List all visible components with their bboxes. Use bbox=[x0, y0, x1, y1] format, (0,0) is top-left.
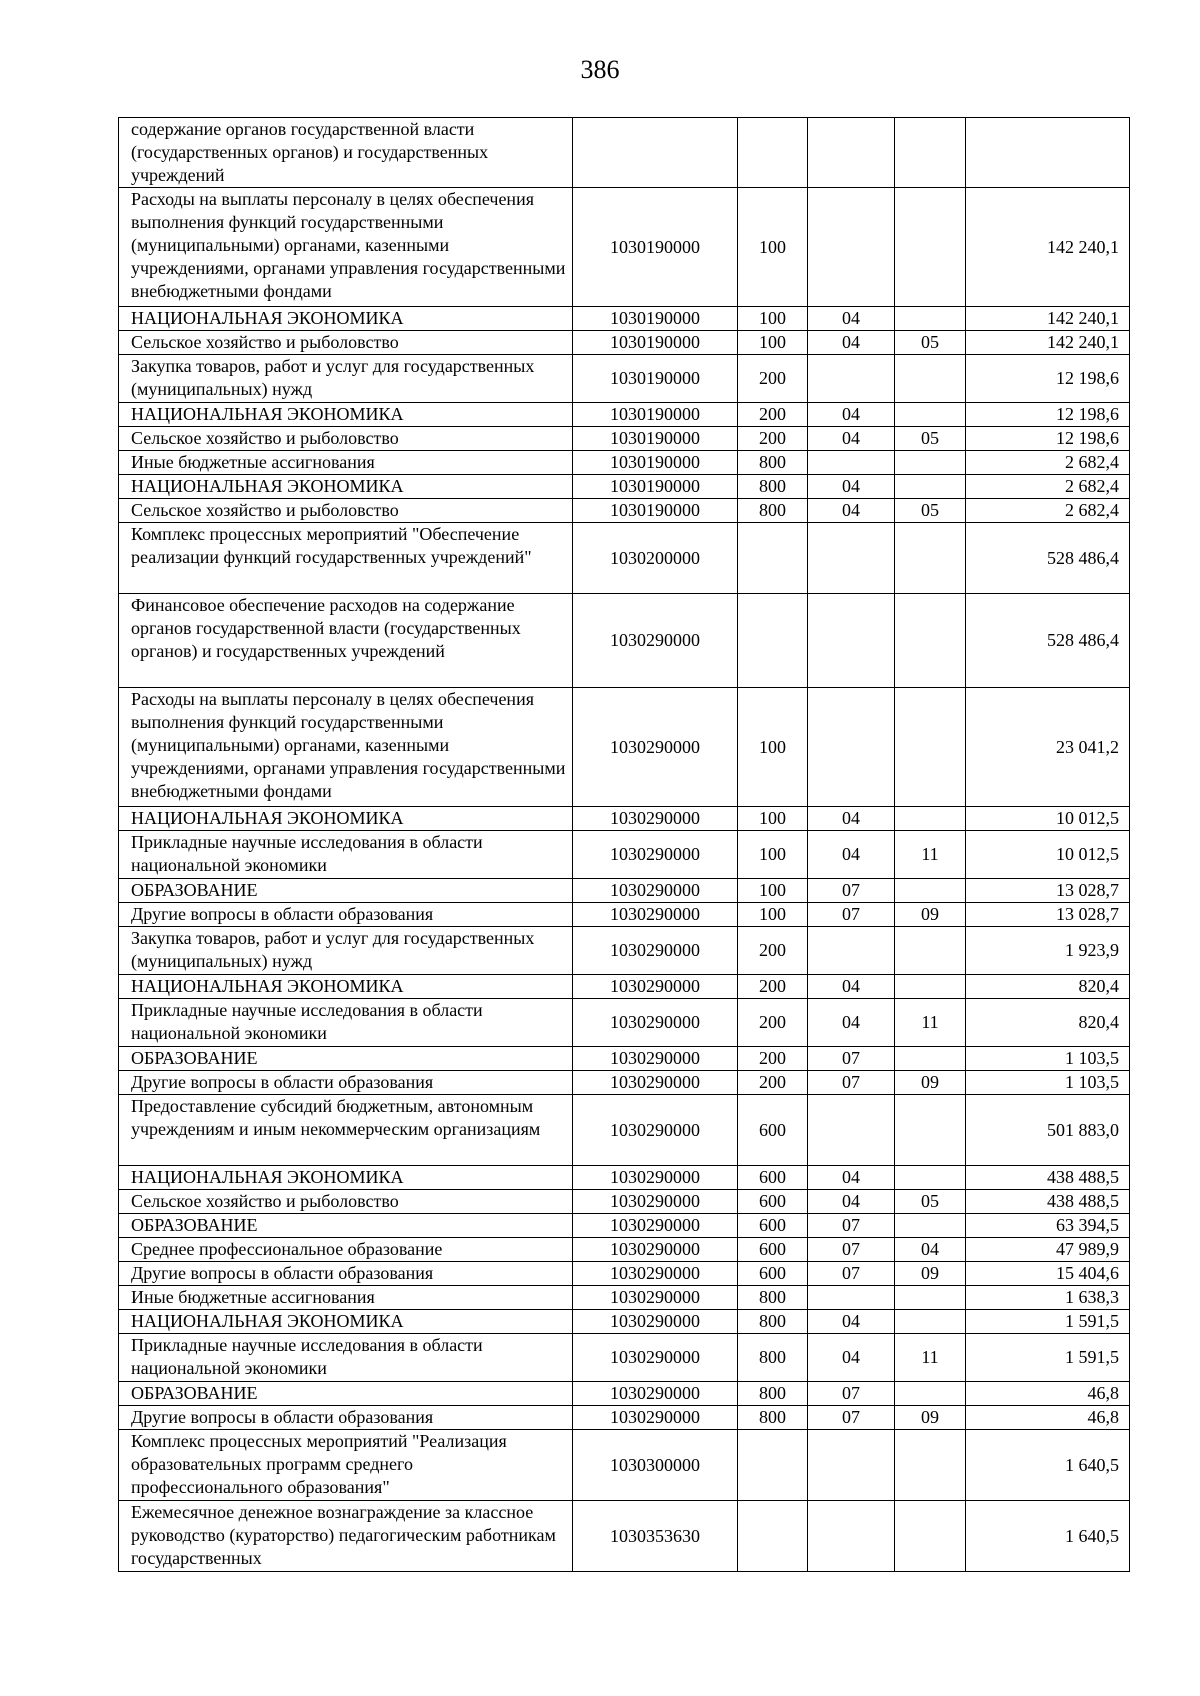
row-expense-type-cell: 200 bbox=[738, 1071, 808, 1095]
row-name-cell: НАЦИОНАЛЬНАЯ ЭКОНОМИКА bbox=[119, 1310, 573, 1334]
row-section-cell: 04 bbox=[808, 831, 895, 879]
row-subsection-cell bbox=[895, 1501, 966, 1572]
row-name-cell: Прикладные научные исследования в области национальной экономики bbox=[119, 999, 573, 1047]
row-expense-type-cell: 600 bbox=[738, 1095, 808, 1166]
table-row bbox=[119, 1262, 1130, 1286]
row-amount-cell: 1 640,5 bbox=[966, 1501, 1130, 1572]
row-expense-type-cell: 100 bbox=[738, 903, 808, 927]
row-amount-cell: 10 012,5 bbox=[966, 831, 1130, 879]
row-section-cell: 04 bbox=[808, 1190, 895, 1214]
row-section-cell bbox=[808, 927, 895, 975]
row-expense-type-cell: 100 bbox=[738, 879, 808, 903]
row-amount-cell: 2 682,4 bbox=[966, 499, 1130, 523]
row-code-cell: 1030290000 bbox=[573, 1286, 738, 1310]
row-name-cell: Среднее профессиональное образование bbox=[119, 1238, 573, 1262]
row-name-cell: Комплекс процессных мероприятий "Обеспечение реализации функций государственных учреждений" bbox=[119, 523, 573, 594]
row-amount-cell: 142 240,1 bbox=[966, 188, 1130, 307]
row-amount-cell: 12 198,6 bbox=[966, 403, 1130, 427]
row-section-cell: 07 bbox=[808, 1047, 895, 1071]
row-subsection-cell: 11 bbox=[895, 1334, 966, 1382]
row-subsection-cell bbox=[895, 1047, 966, 1071]
row-expense-type-cell: 800 bbox=[738, 475, 808, 499]
row-name-cell: Другие вопросы в области образования bbox=[119, 1071, 573, 1095]
table-row bbox=[119, 999, 1130, 1047]
row-name-cell: Закупка товаров, работ и услуг для государственных (муниципальных) нужд bbox=[119, 927, 573, 975]
row-subsection-cell bbox=[895, 1310, 966, 1334]
row-section-cell: 07 bbox=[808, 1406, 895, 1430]
row-name-cell: НАЦИОНАЛЬНАЯ ЭКОНОМИКА bbox=[119, 307, 573, 331]
row-amount-cell: 46,8 bbox=[966, 1406, 1130, 1430]
row-name-cell: Расходы на выплаты персоналу в целях обеспечения выполнения функций государственными (муниципальными) органами, казенными учреждениями, органами управления государственными внебюджетными фондами bbox=[119, 188, 573, 307]
table-row bbox=[119, 879, 1130, 903]
row-code-cell: 1030190000 bbox=[573, 307, 738, 331]
row-section-cell bbox=[808, 355, 895, 403]
row-amount-cell: 1 103,5 bbox=[966, 1071, 1130, 1095]
row-code-cell: 1030190000 bbox=[573, 355, 738, 403]
row-amount-cell: 528 486,4 bbox=[966, 523, 1130, 594]
row-amount-cell: 438 488,5 bbox=[966, 1190, 1130, 1214]
row-name-cell: ОБРАЗОВАНИЕ bbox=[119, 1382, 573, 1406]
row-section-cell: 04 bbox=[808, 975, 895, 999]
row-expense-type-cell bbox=[738, 1430, 808, 1501]
row-amount-cell: 13 028,7 bbox=[966, 879, 1130, 903]
row-section-cell: 07 bbox=[808, 903, 895, 927]
row-subsection-cell bbox=[895, 1286, 966, 1310]
row-amount-cell: 1 591,5 bbox=[966, 1334, 1130, 1382]
table-row bbox=[119, 903, 1130, 927]
table-row bbox=[119, 927, 1130, 975]
row-code-cell: 1030290000 bbox=[573, 1334, 738, 1382]
table-row bbox=[119, 688, 1130, 807]
row-name-cell: Сельское хозяйство и рыболовство bbox=[119, 499, 573, 523]
row-subsection-cell: 05 bbox=[895, 331, 966, 355]
row-amount-cell bbox=[966, 118, 1130, 188]
row-section-cell: 04 bbox=[808, 999, 895, 1047]
table-row bbox=[119, 307, 1130, 331]
row-name-cell: Предоставление субсидий бюджетным, автономным учреждениям и иным некоммерческим организациям bbox=[119, 1095, 573, 1166]
row-subsection-cell: 09 bbox=[895, 1262, 966, 1286]
row-code-cell: 1030290000 bbox=[573, 903, 738, 927]
table-row bbox=[119, 1047, 1130, 1071]
row-expense-type-cell bbox=[738, 1501, 808, 1572]
row-code-cell: 1030190000 bbox=[573, 427, 738, 451]
row-expense-type-cell: 800 bbox=[738, 1286, 808, 1310]
table-row bbox=[119, 403, 1130, 427]
row-section-cell: 07 bbox=[808, 1238, 895, 1262]
row-subsection-cell bbox=[895, 1166, 966, 1190]
row-amount-cell: 1 923,9 bbox=[966, 927, 1130, 975]
row-expense-type-cell: 800 bbox=[738, 1334, 808, 1382]
row-subsection-cell bbox=[895, 1382, 966, 1406]
row-code-cell: 1030300000 bbox=[573, 1430, 738, 1501]
row-code-cell: 1030200000 bbox=[573, 523, 738, 594]
row-subsection-cell: 09 bbox=[895, 1071, 966, 1095]
row-amount-cell: 1 640,5 bbox=[966, 1430, 1130, 1501]
row-code-cell: 1030290000 bbox=[573, 807, 738, 831]
table-row bbox=[119, 807, 1130, 831]
row-name-cell: Иные бюджетные ассигнования bbox=[119, 451, 573, 475]
table-row bbox=[119, 499, 1130, 523]
row-name-cell: Ежемесячное денежное вознаграждение за классное руководство (кураторство) педагогическим работникам государственных bbox=[119, 1501, 573, 1572]
table-row bbox=[119, 1334, 1130, 1382]
row-section-cell: 07 bbox=[808, 879, 895, 903]
row-subsection-cell bbox=[895, 523, 966, 594]
row-code-cell: 1030290000 bbox=[573, 1071, 738, 1095]
row-subsection-cell bbox=[895, 688, 966, 807]
row-section-cell bbox=[808, 1501, 895, 1572]
row-code-cell: 1030290000 bbox=[573, 1095, 738, 1166]
row-expense-type-cell: 100 bbox=[738, 688, 808, 807]
row-section-cell: 04 bbox=[808, 403, 895, 427]
row-amount-cell: 528 486,4 bbox=[966, 594, 1130, 688]
row-code-cell: 1030290000 bbox=[573, 927, 738, 975]
row-code-cell: 1030290000 bbox=[573, 1262, 738, 1286]
row-expense-type-cell: 800 bbox=[738, 1310, 808, 1334]
row-code-cell: 1030190000 bbox=[573, 188, 738, 307]
row-expense-type-cell: 200 bbox=[738, 355, 808, 403]
table-row bbox=[119, 523, 1130, 594]
row-expense-type-cell: 600 bbox=[738, 1214, 808, 1238]
row-subsection-cell: 09 bbox=[895, 1406, 966, 1430]
row-amount-cell: 2 682,4 bbox=[966, 451, 1130, 475]
table-row bbox=[119, 1238, 1130, 1262]
row-code-cell: 1030190000 bbox=[573, 475, 738, 499]
row-code-cell: 1030190000 bbox=[573, 451, 738, 475]
table-row bbox=[119, 1071, 1130, 1095]
table-row bbox=[119, 1430, 1130, 1501]
row-section-cell: 07 bbox=[808, 1071, 895, 1095]
row-expense-type-cell: 600 bbox=[738, 1238, 808, 1262]
row-subsection-cell bbox=[895, 475, 966, 499]
row-code-cell: 1030290000 bbox=[573, 1047, 738, 1071]
table-row bbox=[119, 1166, 1130, 1190]
row-name-cell: Расходы на выплаты персоналу в целях обеспечения выполнения функций государственными (муниципальными) органами, казенными учреждениями, органами управления государственными внебюджетными фондами bbox=[119, 688, 573, 807]
row-amount-cell: 47 989,9 bbox=[966, 1238, 1130, 1262]
table-row bbox=[119, 188, 1130, 307]
row-code-cell: 1030290000 bbox=[573, 1166, 738, 1190]
row-section-cell bbox=[808, 594, 895, 688]
row-name-cell: НАЦИОНАЛЬНАЯ ЭКОНОМИКА bbox=[119, 975, 573, 999]
row-code-cell: 1030353630 bbox=[573, 1501, 738, 1572]
row-expense-type-cell: 100 bbox=[738, 188, 808, 307]
row-amount-cell: 142 240,1 bbox=[966, 331, 1130, 355]
table-row bbox=[119, 831, 1130, 879]
row-expense-type-cell: 200 bbox=[738, 403, 808, 427]
row-section-cell: 04 bbox=[808, 1166, 895, 1190]
row-section-cell bbox=[808, 188, 895, 307]
table-row bbox=[119, 1190, 1130, 1214]
row-name-cell: Другие вопросы в области образования bbox=[119, 1406, 573, 1430]
row-section-cell bbox=[808, 1095, 895, 1166]
row-subsection-cell bbox=[895, 188, 966, 307]
row-section-cell: 04 bbox=[808, 807, 895, 831]
row-subsection-cell bbox=[895, 118, 966, 188]
budget-table-body bbox=[119, 118, 1130, 1572]
row-subsection-cell bbox=[895, 307, 966, 331]
budget-table bbox=[118, 117, 1130, 1572]
row-expense-type-cell bbox=[738, 523, 808, 594]
table-row bbox=[119, 975, 1130, 999]
row-section-cell: 04 bbox=[808, 331, 895, 355]
row-code-cell: 1030290000 bbox=[573, 688, 738, 807]
table-row bbox=[119, 1310, 1130, 1334]
row-name-cell: ОБРАЗОВАНИЕ bbox=[119, 1214, 573, 1238]
row-subsection-cell bbox=[895, 1214, 966, 1238]
table-row bbox=[119, 1095, 1130, 1166]
row-name-cell: Прикладные научные исследования в области национальной экономики bbox=[119, 1334, 573, 1382]
row-section-cell: 04 bbox=[808, 475, 895, 499]
row-subsection-cell: 04 bbox=[895, 1238, 966, 1262]
row-code-cell: 1030290000 bbox=[573, 1382, 738, 1406]
row-amount-cell: 142 240,1 bbox=[966, 307, 1130, 331]
row-subsection-cell bbox=[895, 355, 966, 403]
row-expense-type-cell bbox=[738, 118, 808, 188]
row-code-cell: 1030290000 bbox=[573, 1406, 738, 1430]
row-expense-type-cell: 600 bbox=[738, 1166, 808, 1190]
row-expense-type-cell: 100 bbox=[738, 831, 808, 879]
row-code-cell: 1030290000 bbox=[573, 879, 738, 903]
row-name-cell: Иные бюджетные ассигнования bbox=[119, 1286, 573, 1310]
row-expense-type-cell: 200 bbox=[738, 927, 808, 975]
row-code-cell: 1030290000 bbox=[573, 1190, 738, 1214]
row-subsection-cell: 11 bbox=[895, 831, 966, 879]
row-subsection-cell: 11 bbox=[895, 999, 966, 1047]
row-name-cell: Сельское хозяйство и рыболовство bbox=[119, 427, 573, 451]
row-section-cell bbox=[808, 688, 895, 807]
row-amount-cell: 63 394,5 bbox=[966, 1214, 1130, 1238]
row-amount-cell: 46,8 bbox=[966, 1382, 1130, 1406]
row-name-cell: ОБРАЗОВАНИЕ bbox=[119, 879, 573, 903]
table-row bbox=[119, 331, 1130, 355]
row-section-cell: 04 bbox=[808, 1310, 895, 1334]
table-row bbox=[119, 451, 1130, 475]
table-row bbox=[119, 1382, 1130, 1406]
row-section-cell bbox=[808, 451, 895, 475]
row-section-cell: 07 bbox=[808, 1382, 895, 1406]
row-name-cell: Сельское хозяйство и рыболовство bbox=[119, 331, 573, 355]
row-code-cell: 1030190000 bbox=[573, 331, 738, 355]
row-amount-cell: 12 198,6 bbox=[966, 355, 1130, 403]
row-name-cell: Прикладные научные исследования в области национальной экономики bbox=[119, 831, 573, 879]
row-expense-type-cell: 800 bbox=[738, 499, 808, 523]
row-expense-type-cell bbox=[738, 594, 808, 688]
row-code-cell: 1030290000 bbox=[573, 999, 738, 1047]
row-code-cell bbox=[573, 118, 738, 188]
table-row bbox=[119, 355, 1130, 403]
row-name-cell: содержание органов государственной власти (государственных органов) и государственных учреждений bbox=[119, 118, 573, 188]
table-row bbox=[119, 427, 1130, 451]
row-code-cell: 1030290000 bbox=[573, 594, 738, 688]
row-amount-cell: 23 041,2 bbox=[966, 688, 1130, 807]
row-code-cell: 1030290000 bbox=[573, 831, 738, 879]
row-amount-cell: 820,4 bbox=[966, 999, 1130, 1047]
row-subsection-cell: 09 bbox=[895, 903, 966, 927]
row-name-cell: ОБРАЗОВАНИЕ bbox=[119, 1047, 573, 1071]
row-name-cell: НАЦИОНАЛЬНАЯ ЭКОНОМИКА bbox=[119, 807, 573, 831]
row-subsection-cell bbox=[895, 1095, 966, 1166]
table-row bbox=[119, 594, 1130, 688]
row-expense-type-cell: 100 bbox=[738, 807, 808, 831]
row-section-cell: 07 bbox=[808, 1262, 895, 1286]
row-name-cell: Закупка товаров, работ и услуг для государственных (муниципальных) нужд bbox=[119, 355, 573, 403]
row-amount-cell: 12 198,6 bbox=[966, 427, 1130, 451]
row-section-cell: 07 bbox=[808, 1214, 895, 1238]
row-name-cell: Другие вопросы в области образования bbox=[119, 903, 573, 927]
row-subsection-cell bbox=[895, 594, 966, 688]
row-amount-cell: 501 883,0 bbox=[966, 1095, 1130, 1166]
table-row bbox=[119, 1286, 1130, 1310]
page-number: 386 bbox=[580, 55, 620, 84]
row-amount-cell: 1 638,3 bbox=[966, 1286, 1130, 1310]
row-amount-cell: 438 488,5 bbox=[966, 1166, 1130, 1190]
row-amount-cell: 15 404,6 bbox=[966, 1262, 1130, 1286]
row-code-cell: 1030290000 bbox=[573, 1214, 738, 1238]
table-row bbox=[119, 118, 1130, 188]
row-amount-cell: 1 103,5 bbox=[966, 1047, 1130, 1071]
row-subsection-cell bbox=[895, 975, 966, 999]
row-subsection-cell bbox=[895, 451, 966, 475]
row-expense-type-cell: 200 bbox=[738, 999, 808, 1047]
row-section-cell: 04 bbox=[808, 307, 895, 331]
row-expense-type-cell: 600 bbox=[738, 1262, 808, 1286]
row-section-cell bbox=[808, 1286, 895, 1310]
table-row bbox=[119, 475, 1130, 499]
row-section-cell: 04 bbox=[808, 1334, 895, 1382]
row-amount-cell: 13 028,7 bbox=[966, 903, 1130, 927]
row-amount-cell: 2 682,4 bbox=[966, 475, 1130, 499]
table-row bbox=[119, 1501, 1130, 1572]
row-code-cell: 1030190000 bbox=[573, 403, 738, 427]
row-code-cell: 1030290000 bbox=[573, 975, 738, 999]
row-expense-type-cell: 800 bbox=[738, 1382, 808, 1406]
row-expense-type-cell: 200 bbox=[738, 427, 808, 451]
row-expense-type-cell: 200 bbox=[738, 975, 808, 999]
row-section-cell: 04 bbox=[808, 427, 895, 451]
row-code-cell: 1030290000 bbox=[573, 1238, 738, 1262]
row-name-cell: Сельское хозяйство и рыболовство bbox=[119, 1190, 573, 1214]
row-name-cell: Комплекс процессных мероприятий "Реализация образовательных программ среднего профессионального образования" bbox=[119, 1430, 573, 1501]
row-expense-type-cell: 800 bbox=[738, 451, 808, 475]
row-expense-type-cell: 200 bbox=[738, 1047, 808, 1071]
row-code-cell: 1030290000 bbox=[573, 1310, 738, 1334]
row-subsection-cell bbox=[895, 927, 966, 975]
row-amount-cell: 10 012,5 bbox=[966, 807, 1130, 831]
row-subsection-cell: 05 bbox=[895, 1190, 966, 1214]
row-amount-cell: 1 591,5 bbox=[966, 1310, 1130, 1334]
row-section-cell bbox=[808, 1430, 895, 1501]
row-expense-type-cell: 800 bbox=[738, 1406, 808, 1430]
row-section-cell bbox=[808, 118, 895, 188]
row-code-cell: 1030190000 bbox=[573, 499, 738, 523]
row-amount-cell: 820,4 bbox=[966, 975, 1130, 999]
row-name-cell: НАЦИОНАЛЬНАЯ ЭКОНОМИКА bbox=[119, 475, 573, 499]
row-name-cell: НАЦИОНАЛЬНАЯ ЭКОНОМИКА bbox=[119, 1166, 573, 1190]
row-subsection-cell bbox=[895, 879, 966, 903]
row-section-cell: 04 bbox=[808, 499, 895, 523]
row-name-cell: Финансовое обеспечение расходов на содержание органов государственной власти (государственных органов) и государственных учреждений bbox=[119, 594, 573, 688]
table-row bbox=[119, 1406, 1130, 1430]
row-expense-type-cell: 100 bbox=[738, 331, 808, 355]
row-subsection-cell bbox=[895, 403, 966, 427]
row-expense-type-cell: 100 bbox=[738, 307, 808, 331]
row-section-cell bbox=[808, 523, 895, 594]
row-subsection-cell bbox=[895, 1430, 966, 1501]
row-subsection-cell: 05 bbox=[895, 499, 966, 523]
row-name-cell: НАЦИОНАЛЬНАЯ ЭКОНОМИКА bbox=[119, 403, 573, 427]
row-subsection-cell bbox=[895, 807, 966, 831]
row-expense-type-cell: 600 bbox=[738, 1190, 808, 1214]
row-subsection-cell: 05 bbox=[895, 427, 966, 451]
row-name-cell: Другие вопросы в области образования bbox=[119, 1262, 573, 1286]
table-row bbox=[119, 1214, 1130, 1238]
